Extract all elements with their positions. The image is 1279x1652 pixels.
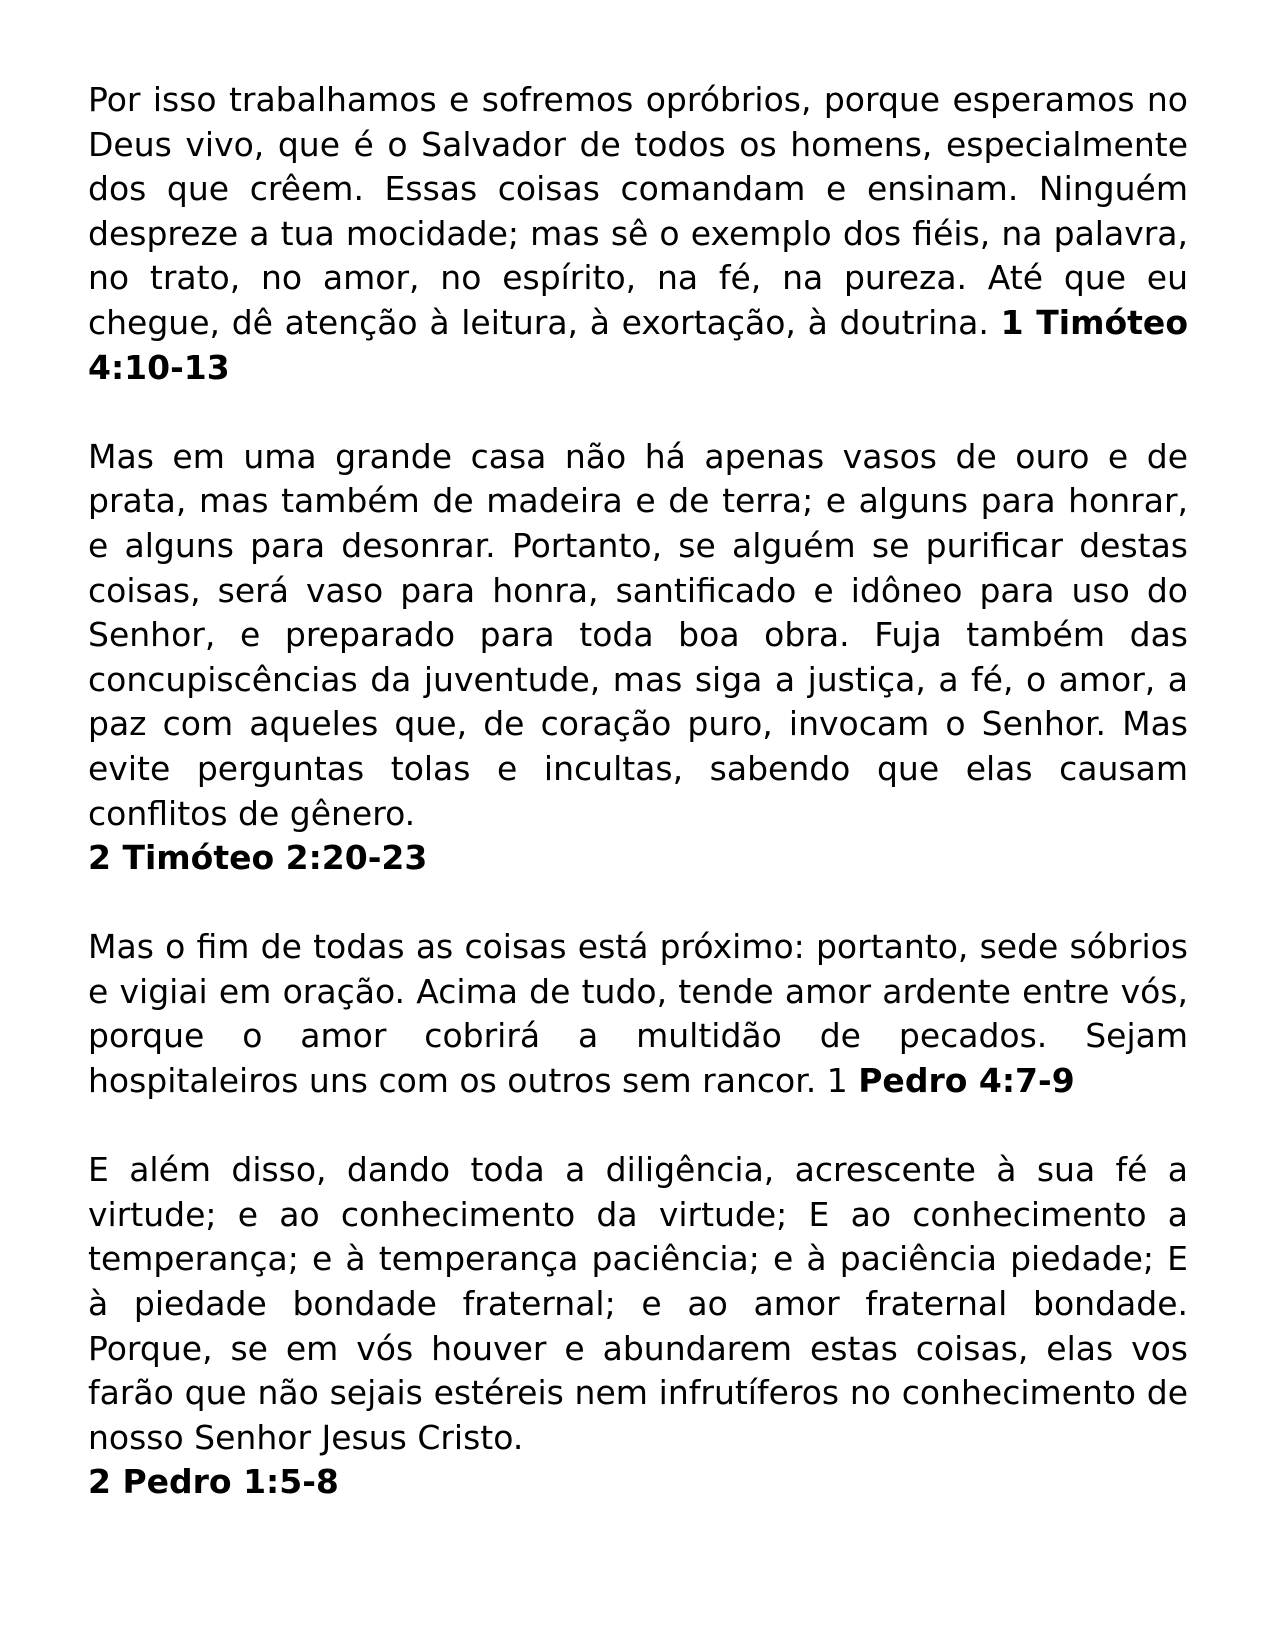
- passage-2: [88, 435, 1188, 881]
- passage-4-reference: 2 Pedro 1:5-8: [88, 1462, 339, 1502]
- passage-4-text: E além disso, dando toda a diligência, acrescente à sua fé a virtude; e ao conhecimento da virtude; E ao conhecimento a temperança; e à temperança paciência; e à paciência piedade; E à piedade bondade fraternal; e ao amor fraternal bondade. Porque, se em vós houver e abundarem estas coisas, elas vos farão que não sejais estéreis nem infrutíferos no conhecimento de nosso Senhor Jesus Cristo.: [88, 1150, 1188, 1457]
- passage-2-text: Mas em uma grande casa não há apenas vasos de ouro e de prata, mas também de madeira e de terra; e alguns para honrar, e alguns para desonrar. Portanto, se alguém se purificar destas coisas, será vaso para honra, santificado e idôneo para uso do Senhor, e preparado para toda boa obra. Fuja também das concupiscências da juventude, mas siga a justiça, a fé, o amor, a paz com aqueles que, de coração puro, invocam o Senhor. Mas evite perguntas tolas e incultas, sabendo que elas causam conflitos de gênero.: [88, 436, 1188, 833]
- passage-1-reference: 1 Timóteo 4:10-13: [88, 302, 1188, 387]
- passage-3: [88, 925, 1188, 1103]
- passage-2-reference: 2 Timóteo 2:20-23: [88, 838, 428, 878]
- passage-3-reference-prefix: 1: [826, 1061, 848, 1101]
- passage-1-text: Por isso trabalhamos e sofremos opróbrios, porque esperamos no Deus vivo, que é o Salvador de todos os homens, especialmente dos que crêem. Essas coisas comandam e ensinam. Ninguém despreze a tua mocidade; mas sê o exemplo dos fiéis, na palavra, no trato, no amor, no espírito, na fé, na pureza. Até que eu chegue, dê atenção à leitura, à exortação, à doutrina.: [88, 80, 1188, 342]
- document-page: [88, 78, 1188, 1550]
- passage-3-text: Mas o fim de todas as coisas está próximo: portanto, sede sóbrios e vigiai em oração. Acima de tudo, tende amor ardente entre vós, porque o amor cobrirá a multidão de pecados. Sejam hospitaleiros uns com os outros sem rancor.: [88, 927, 1188, 1101]
- passage-3-reference: Pedro 4:7-9: [858, 1061, 1075, 1101]
- passage-1: [88, 78, 1188, 390]
- passage-4: [88, 1148, 1188, 1505]
